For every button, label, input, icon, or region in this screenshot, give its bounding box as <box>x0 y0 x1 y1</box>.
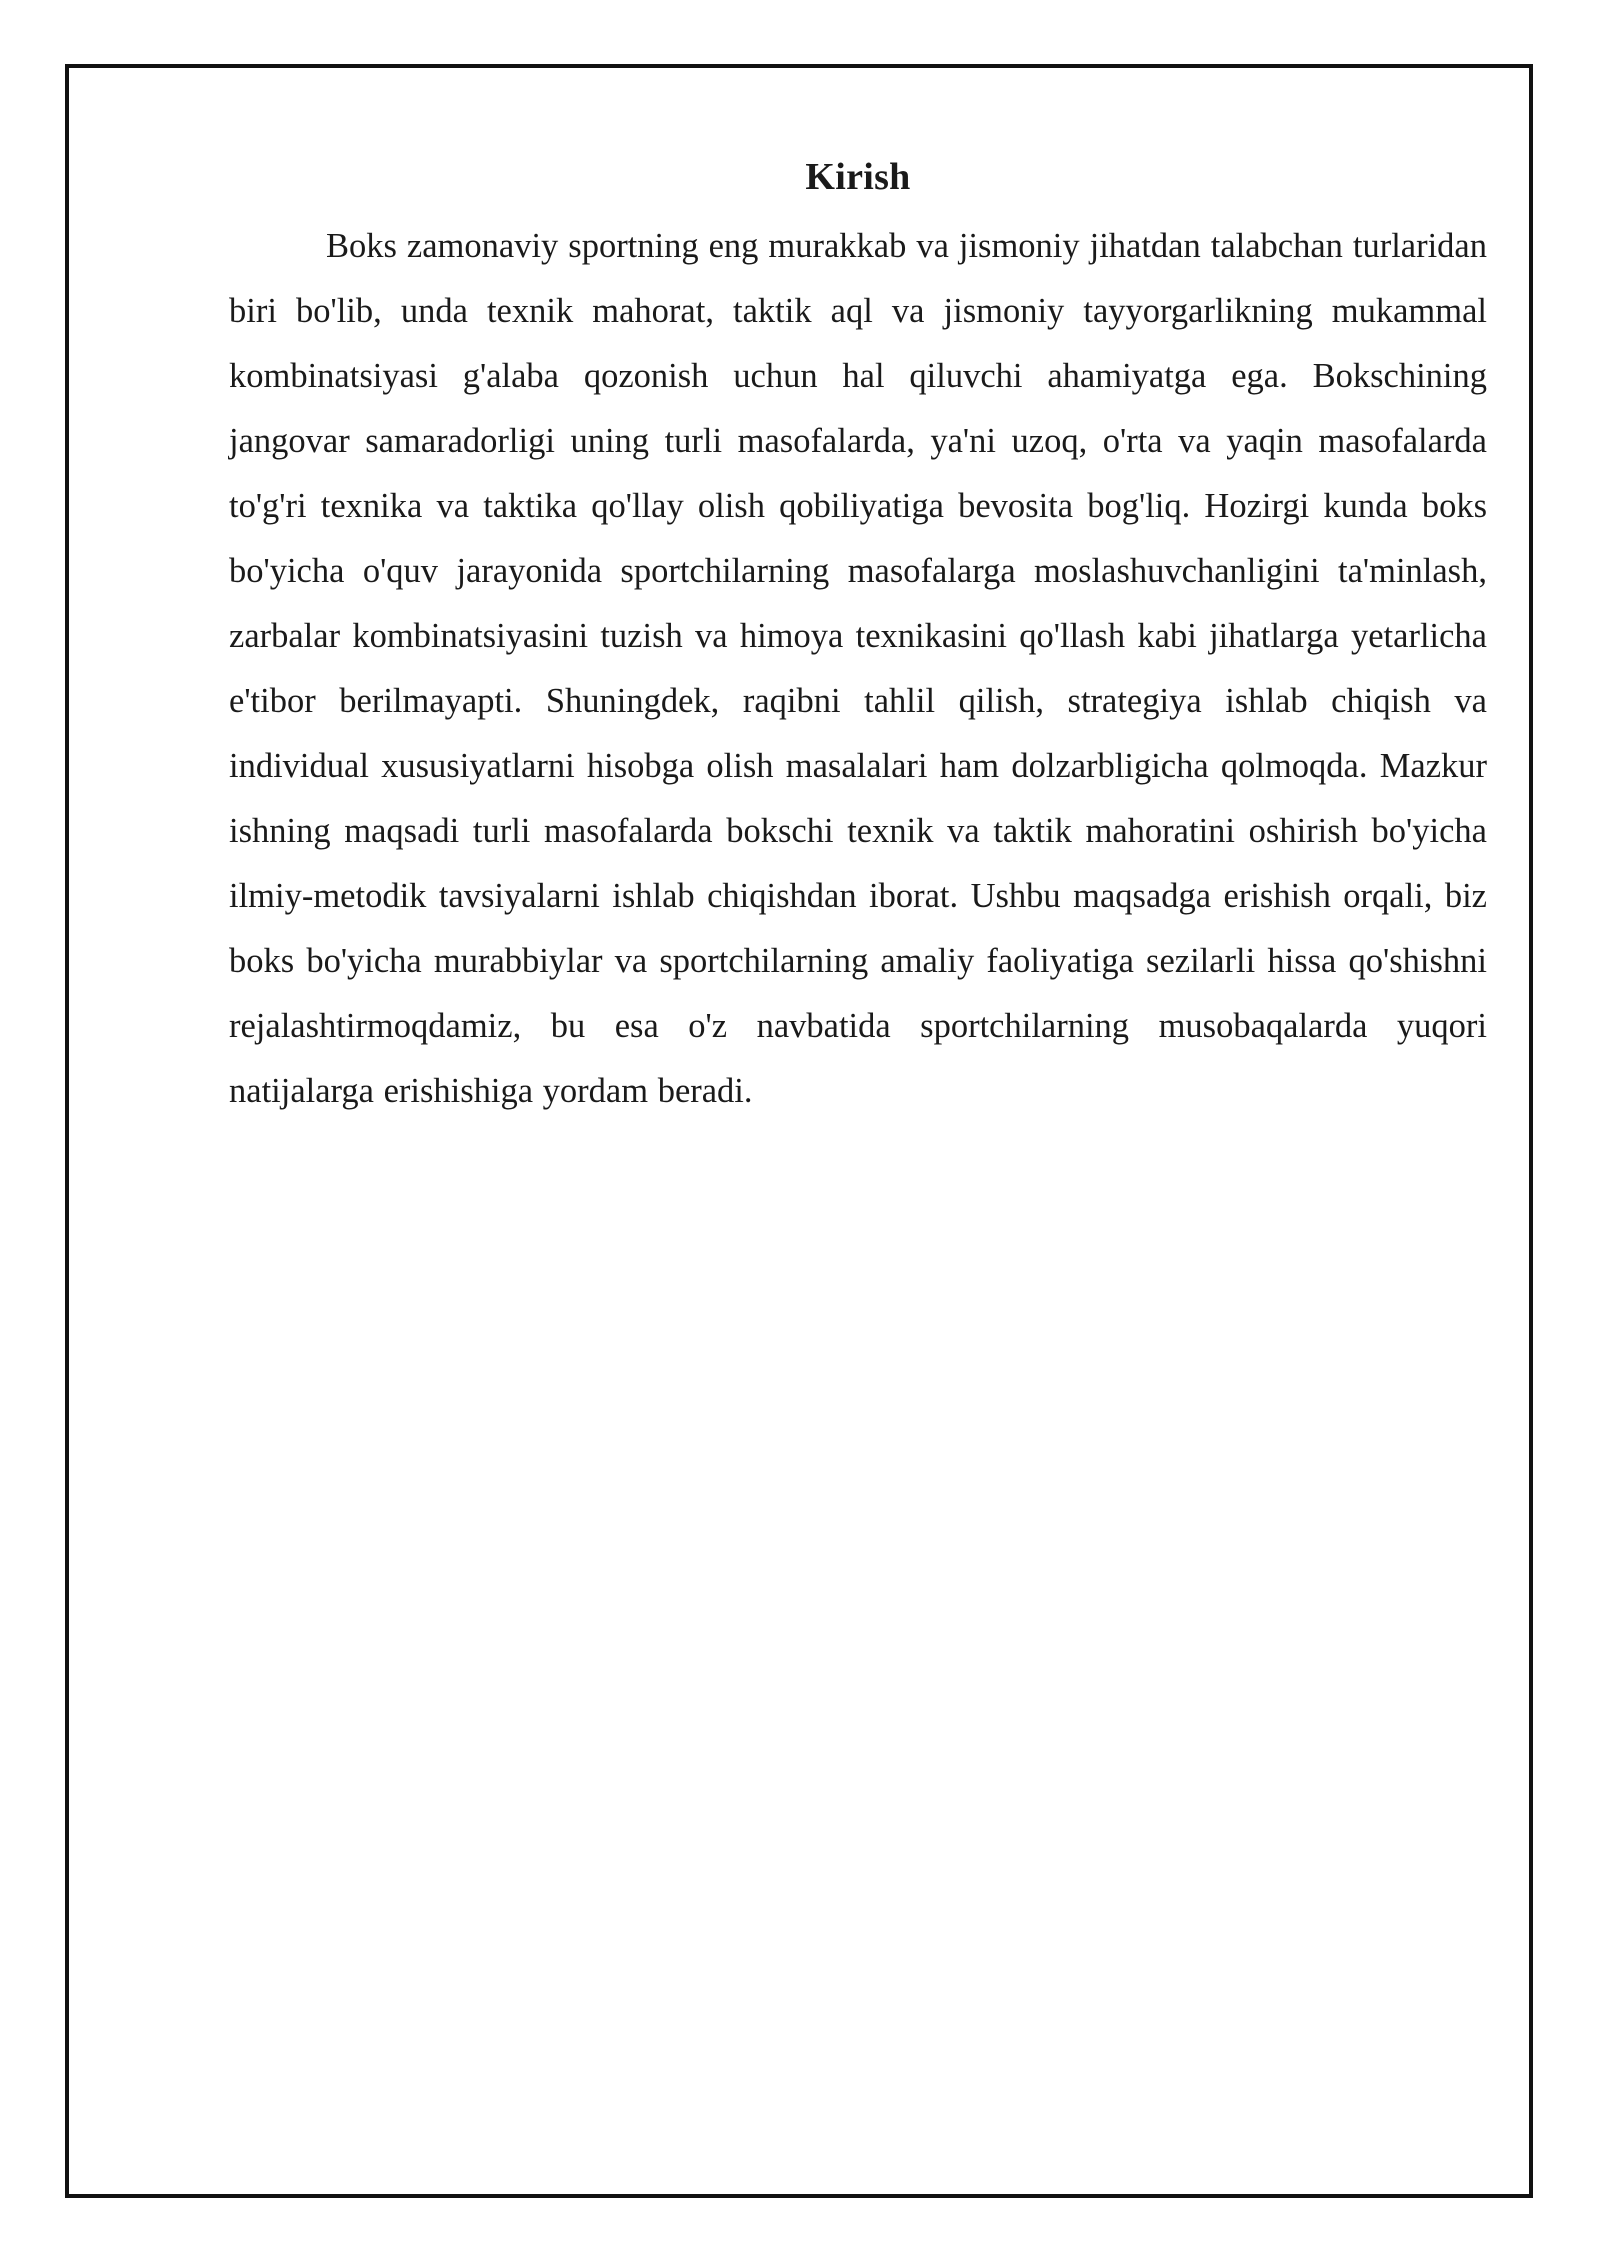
document-body <box>229 150 1487 1124</box>
document-title: Kirish <box>805 156 911 198</box>
introduction-paragraph: Boks zamonaviy sportning eng murakkab va jismoniy jihatdan talabchan turlaridan biri bo'lib, unda texnik mahorat, taktik aql va jismoniy tayyorgarlikning mukammal kombinatsiyasi g'alaba qozonish uchun hal qiluvchi ahamiyatga ega. Bokschining jangovar samaradorligi uning turli masofalarda, ya'ni uzoq, o'rta va yaqin masofalarda to'g'ri texnika va taktika qo'llay olish qobiliyatiga bevosita bog'liq. Hozirgi kunda boks bo'yicha o'quv jarayonida sportchilarning masofalarga moslashuvchanligini ta'minlash, zarbalar kombinatsiyasini tuzish va himoya texnikasini qo'llash kabi jihatlarga yetarlicha e'tibor berilmayapti. Shuningdek, raqibni tahlil qilish, strategiya ishlab chiqish va individual xususiyatlarni hisobga olish masalalari ham dolzarbligicha qolmoqda. Mazkur ishning maqsadi turli masofalarda bokschi texnik va taktik mahoratini oshirish bo'yicha ilmiy-metodik tavsiyalarni ishlab chiqishdan iborat. Ushbu maqsadga erishish orqali, biz boks bo'yicha murabbiylar va sportchilarning amaliy faoliyatiga sezilarli hissa qo'shishni rejalashtirmoqdamiz, bu esa o'z navbatida sportchilarning musobaqalarda yuqori natijalarga erishishiga yordam beradi. <box>229 227 1487 1110</box>
